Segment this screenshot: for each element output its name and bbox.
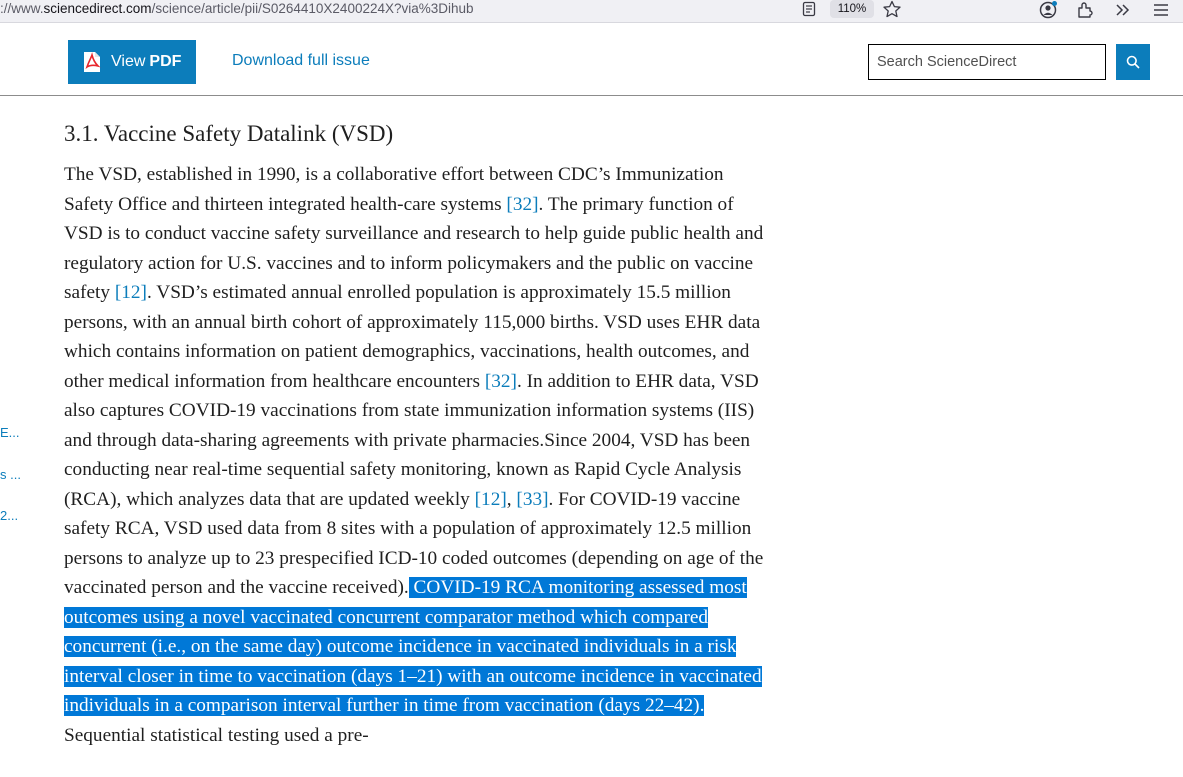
- search-button[interactable]: [1116, 44, 1150, 80]
- overflow-chevron-icon[interactable]: [1114, 0, 1132, 20]
- reader-view-icon[interactable]: [802, 1, 816, 17]
- reference-link-32[interactable]: [32]: [506, 193, 539, 215]
- view-pdf-label: View: [111, 53, 146, 70]
- pdf-icon: [82, 51, 102, 73]
- paragraph-text: Sequential statistical testing used a pre-: [64, 724, 369, 746]
- section-heading: 3.1. Vaccine Safety Datalink (VSD): [64, 121, 394, 146]
- reference-link-32[interactable]: [32]: [484, 370, 517, 392]
- view-pdf-button[interactable]: [68, 40, 196, 84]
- paragraph-text: ,: [506, 488, 517, 510]
- bookmark-star-icon[interactable]: [882, 0, 902, 18]
- paragraph-text: . The primary function of VSD is to conduct vaccine safety surveillance and research to help guide public health and regulatory action for U.S. vaccines and to inform policymakers and the public on vaccine safety: [64, 193, 764, 303]
- paragraph-text: The VSD, established in 1990, is a collaborative effort between CDC’s Immunization Safety Office and thirteen integrated health-care systems: [64, 164, 724, 215]
- reference-link-12[interactable]: [12]: [474, 488, 507, 510]
- section-paragraph: [64, 160, 770, 750]
- account-icon[interactable]: [1038, 0, 1058, 20]
- reference-link-12[interactable]: [12]: [114, 282, 147, 303]
- outline-link[interactable]: s ...: [0, 467, 21, 482]
- url-prefix: ://www.: [0, 1, 44, 16]
- url-host: sciencedirect.com: [43, 1, 152, 16]
- outline-link[interactable]: 2...: [0, 508, 19, 523]
- view-pdf-label-bold: PDF: [149, 53, 182, 70]
- article-section: [64, 118, 774, 750]
- paragraph-text: . For COVID-19 vaccine safety RCA, VSD used data from 8 sites with a population of approximately 12.5 million persons to analyze up to 23 prespecified ICD-10 coded outcomes (depending on age of the vaccinated person and the vaccine received).: [64, 488, 764, 598]
- site-header: [0, 23, 1183, 96]
- selected-text-highlight: COVID-19 RCA monitoring assessed most outcomes using a novel vaccinated concurrent comparator method which compared concurrent (i.e., on the same day) outcome incidence in vaccinated individuals in a risk interval closer in time to vaccination (days 1–21) with an outcome incidence in vaccinated individuals in a comparison interval further in time from vaccination (days 22–42).: [64, 577, 762, 716]
- search-icon: [1126, 55, 1140, 69]
- url-path: /science/article/pii/S0264410X2400224X?via%3Dihub: [151, 1, 474, 16]
- paragraph-text: . VSD’s estimated annual enrolled population is approximately 15.5 million persons, with an annual birth cohort of approximately 115,000 births. VSD uses EHR data which contains information on patient demographics, vaccinations, health outcomes, and other medical information from healthcare encounters: [64, 282, 761, 392]
- paragraph-text: . In addition to EHR data, VSD also captures COVID-19 vaccinations from state immunization information systems (IIS) and through data-sharing agreements with private pharmacies.Since 2004, VSD has been conducting near real-time sequential safety monitoring, known as Rapid Cycle Analysis (RCA), which analyzes data that are updated weekly: [64, 370, 759, 510]
- browser-toolbar: [0, 0, 1183, 23]
- search-input[interactable]: [868, 44, 1106, 80]
- extensions-icon[interactable]: [1076, 0, 1094, 20]
- address-bar[interactable]: [0, 1, 474, 16]
- download-full-issue-link[interactable]: Download full issue: [232, 52, 370, 69]
- zoom-level-button[interactable]: 110%: [830, 0, 874, 18]
- reference-link-33[interactable]: [33]: [516, 488, 549, 510]
- outline-link[interactable]: E...: [0, 425, 20, 440]
- hamburger-menu-icon[interactable]: [1152, 0, 1170, 20]
